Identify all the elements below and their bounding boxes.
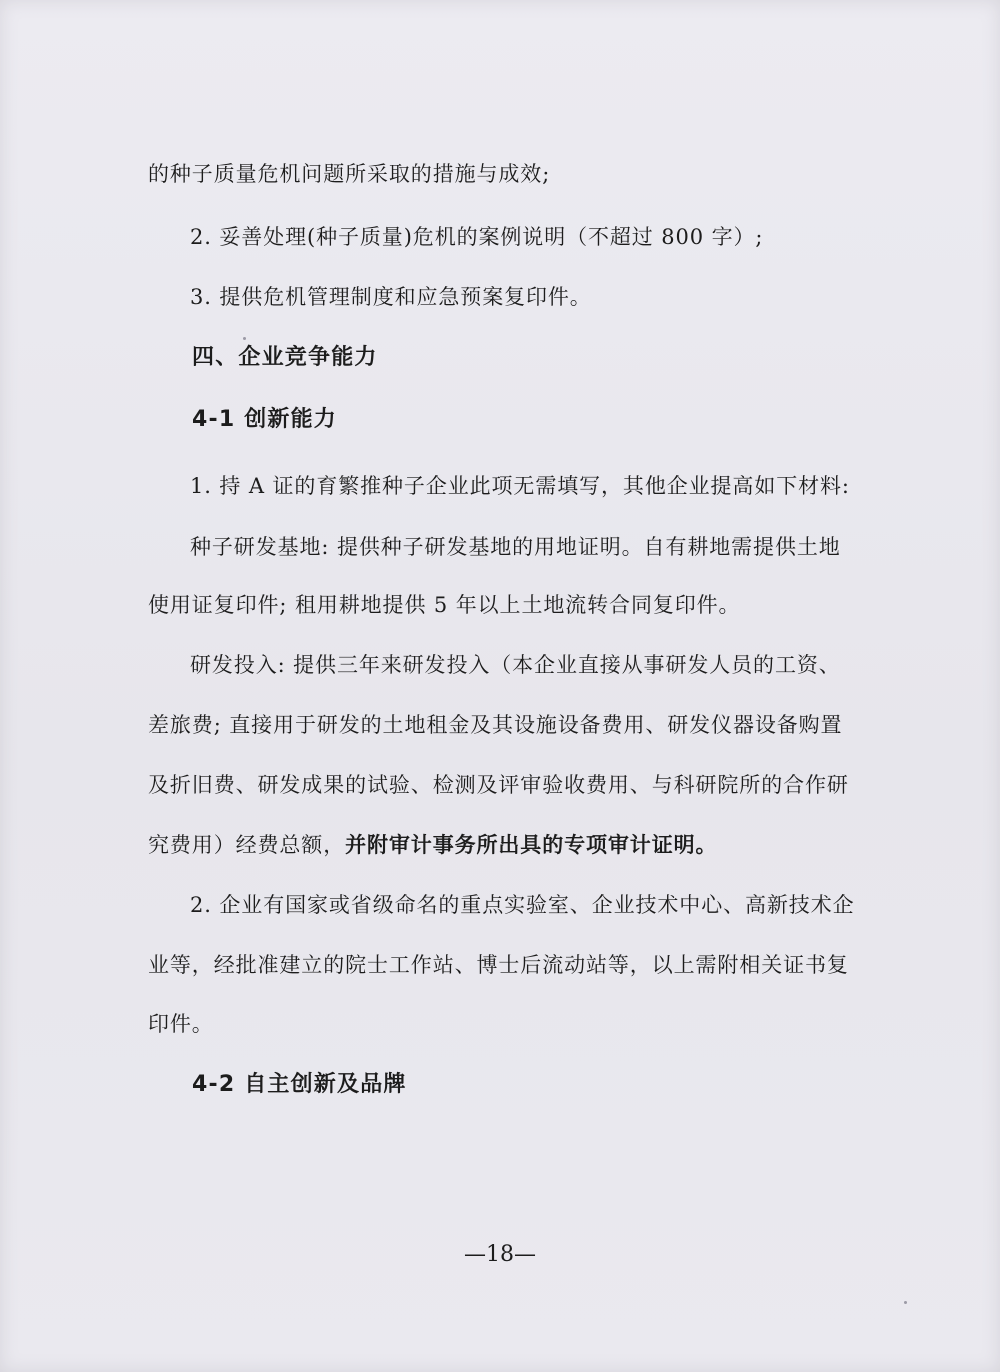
text-normal: 究费用）经费总额， [148,833,346,857]
section-heading: 四、企业竞争能力 [192,345,378,370]
page-number: —18— [464,1242,536,1267]
text-line: 差旅费; 直接用于研发的土地租金及其设施设备费用、研发仪器设备购置 [148,713,843,737]
text-line: 使用证复印件; 租用耕地提供 5 年以上土地流转合同复印件。 [148,593,741,617]
text-line: 种子研发基地: 提供种子研发基地的用地证明。自有耕地需提供土地 [190,535,841,559]
scan-speck [243,337,246,340]
scan-speck [904,1301,907,1304]
text-line: 2. 妥善处理(种子质量)危机的案例说明（不超过 800 字）; [190,225,764,249]
text-line: 印件。 [148,1012,214,1036]
subsection-heading: 4-1 创新能力 [192,407,338,432]
text-line: 业等，经批准建立的院士工作站、博士后流动站等，以上需附相关证书复 [148,953,849,977]
subsection-heading: 4-2 自主创新及品牌 [192,1072,407,1097]
text-line: 3. 提供危机管理制度和应急预案复印件。 [190,285,592,309]
text-line: 及折旧费、研发成果的试验、检测及评审验收费用、与科研院所的合作研 [148,773,849,797]
text-line: 1. 持 A 证的育繁推种子企业此项无需填写，其他企业提高如下材料: [190,474,850,498]
text-emphasis: 并附审计事务所出具的专项审计证明。 [345,833,718,857]
text-line [148,830,717,860]
text-line: 的种子质量危机问题所采取的措施与成效; [148,162,551,186]
text-line: 研发投入: 提供三年来研发投入（本企业直接从事研发人员的工资、 [190,653,841,677]
text-line: 2. 企业有国家或省级命名的重点实验室、企业技术中心、高新技术企 [190,893,855,917]
